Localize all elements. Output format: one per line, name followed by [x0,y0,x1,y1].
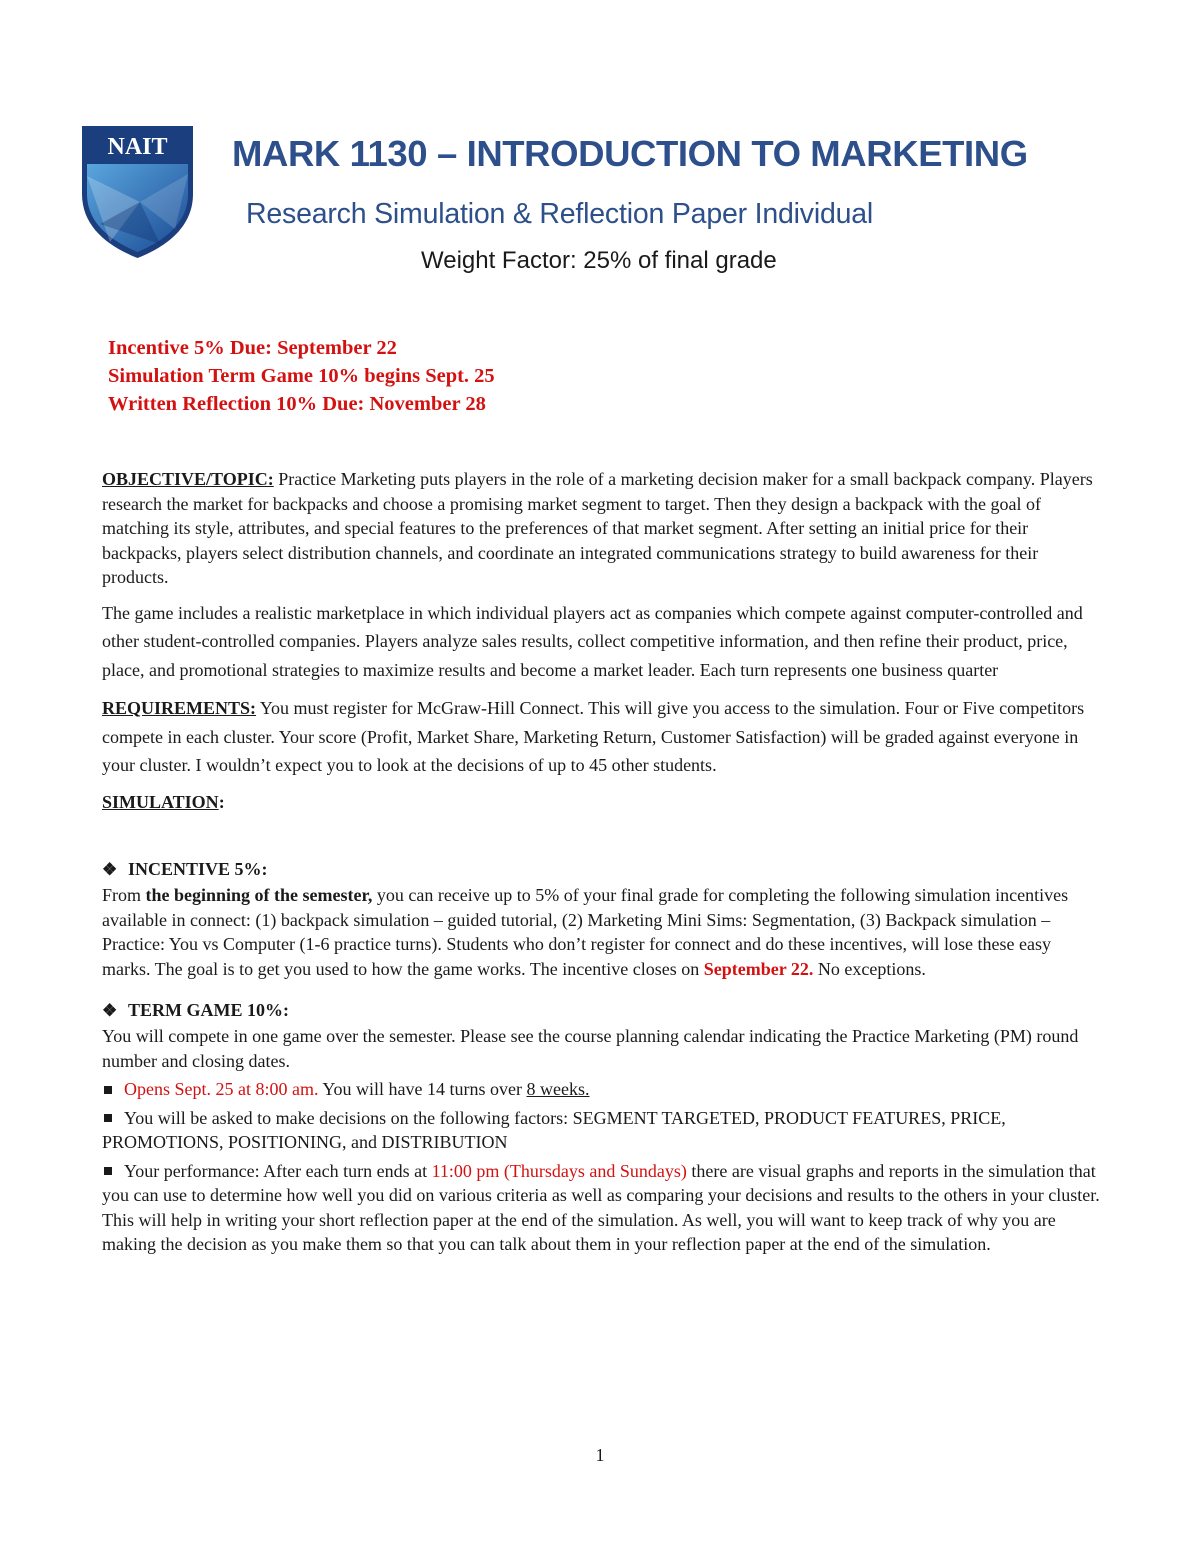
bullet-item [102,1159,1102,1257]
document-body [102,467,1102,1257]
term-game-heading-text: TERM GAME 10%: [128,1000,289,1020]
opens-date: Opens Sept. 25 at 8:00 am. [124,1079,319,1099]
turn-end-time: 11:00 pm (Thursdays and Sundays) [431,1160,687,1181]
requirements-paragraph [102,694,1102,780]
logo-text: NAIT [107,134,168,160]
simulation-heading [102,790,1102,815]
incentive-from: From [102,885,146,905]
course-title: MARK 1130 – INTRODUCTION TO MARKETING [232,133,1028,174]
square-bullet-icon [104,1114,112,1122]
diamond-bullet-icon: ❖ [102,860,118,879]
bullet-item [102,1106,1102,1155]
due-date-incentive: Incentive 5% Due: September 22 [108,337,397,359]
requirements-label: REQUIREMENTS: [102,698,257,718]
incentive-bold-phrase: the beginning of the semester, [145,885,373,905]
simulation-label: SIMULATION [102,791,219,812]
bullet-1-text: You will have 14 turns over [318,1079,527,1099]
game-paragraph: The game includes a realistic marketplace in which individual players act as companies which compete against computer-controlled and other student-controlled companies. Players analyze sales results, collect competitive information, and then refine their product, price, place, and promotional strategies to maximize results and become a market leader. Each turn represents one business quarter [102,602,1083,680]
bullet-item [102,1077,1102,1102]
simulation-colon: : [218,791,225,812]
bullet-2-text: You will be asked to make decisions on the following factors: SEGMENT TARGETED, PRODUCT FEATURES, PRICE, PROMOTIONS, POSITIONING, and DISTRIBUTION [102,1107,1006,1152]
incentive-heading-text: INCENTIVE 5%: [128,859,268,879]
objective-label: OBJECTIVE/TOPIC: [102,469,274,489]
incentive-deadline: September 22. [703,958,814,979]
weeks-underlined: 8 weeks. [526,1079,590,1099]
bullet-3-text-a: Your performance: After each turn ends at [124,1160,432,1181]
due-date-reflection: Written Reflection 10% Due: November 28 [108,393,486,415]
requirements-text: You must register for McGraw-Hill Connect. This will give you access to the simulation. Four or Five competitors compete in each cluster. Your score (Profit, Market Share, Marketing Return, Customer Satisfaction) will be graded against everyone in your cluster. I wouldn’t expect you to look at the decisions of up to 45 other students. [102,698,1085,775]
due-dates [108,334,495,418]
incentive-tail: No exceptions. [813,958,926,979]
objective-paragraph [102,467,1102,590]
nait-shield-logo [80,124,195,260]
incentive-heading [102,856,1102,883]
bullet-3-text-b: there are visual graphs and reports in the simulation that you can use to determine how well you did on various criteria as well as comparing your decisions and results to the others in your cluster. This will help in writing your short reflection paper at the end of the simulation. As well, you will want to keep track of why you are making the decision as you make them so that you can talk about them in your reflection paper at the end of the simulation. [102,1160,1100,1254]
incentive-paragraph [102,883,1102,981]
diamond-bullet-icon: ❖ [102,1001,118,1020]
objective-text: Practice Marketing puts players in the role of a marketing decision maker for a small backpack company. Players research the market for backpacks and choose a promising market segment to target. Then they design a backpack with the goal of matching its style, attributes, and special features to the preferences of that market segment. After setting an initial price for their backpacks, players select distribution channels, and coordinate an integrated communications strategy to build awareness for their products. [102,469,1093,587]
term-game-heading [102,997,1102,1024]
square-bullet-icon [104,1167,112,1175]
weight-factor: Weight Factor: 25% of final grade [421,247,777,274]
title-block [232,130,1132,278]
page-number: 1 [595,1445,605,1465]
incentive-text: you can receive up to 5% of your final grade for completing the following simulation incentives available in connect: (1) backpack simulation – guided tutorial, (2) Marketing Mini Sims: Segmentation, (3) Backpack simulation – Practice: You vs Computer (1-6 practice turns). Students who don’t register for connect and do these incentives, will lose these easy marks. The goal is to get you used to how the game works. The incentive closes on [102,885,1069,979]
term-game-paragraph: You will compete in one game over the semester. Please see the course planning calendar indicating the Practice Marketing (PM) round number and closing dates. [102,1026,1079,1071]
due-date-simulation: Simulation Term Game 10% begins Sept. 25 [108,365,495,387]
assignment-subtitle: Research Simulation & Reflection Paper Individual [246,198,874,230]
square-bullet-icon [104,1086,112,1094]
